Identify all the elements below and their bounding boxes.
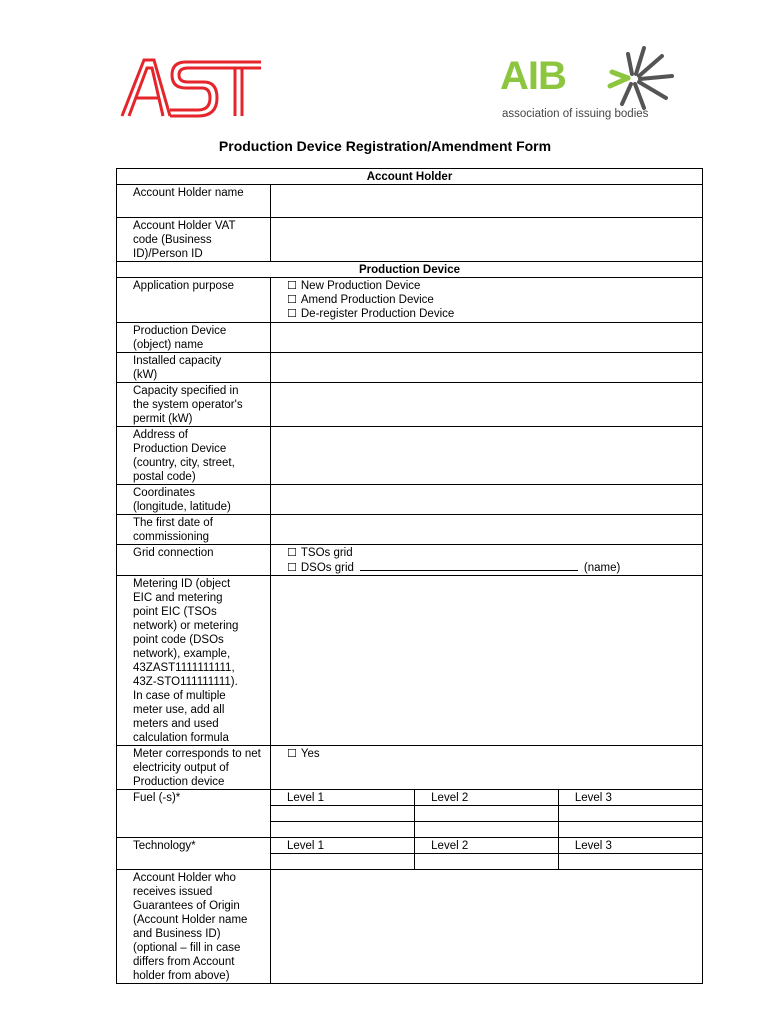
section-production-device: Production Device xyxy=(117,262,703,278)
input-device-name[interactable] xyxy=(271,323,703,353)
label-application-purpose: Application purpose xyxy=(117,278,271,323)
fuel-level-3-header: Level 3 xyxy=(558,790,702,806)
fuel-level-1-input[interactable] xyxy=(271,806,415,822)
aib-star-icon xyxy=(606,42,680,112)
label-commissioning-date: The first date of commissioning xyxy=(117,515,271,545)
fuel-level-3-input[interactable] xyxy=(558,806,702,822)
checkbox-icon: ☐ xyxy=(287,279,297,292)
technology-level-1-header: Level 1 xyxy=(271,838,415,854)
technology-level-2-input[interactable] xyxy=(415,854,559,870)
technology-level-3-input[interactable] xyxy=(558,854,702,870)
meter-output-options xyxy=(271,746,703,790)
input-metering-id[interactable] xyxy=(271,576,703,746)
label-fuel: Fuel (-s)* xyxy=(117,790,271,838)
fuel-level-2-input[interactable] xyxy=(415,806,559,822)
option-amend-device-label: Amend Production Device xyxy=(300,294,434,306)
input-capacity-permit[interactable] xyxy=(271,383,703,427)
fuel-level-1-header: Level 1 xyxy=(271,790,415,806)
form-title: Production Device Registration/Amendment Form xyxy=(218,138,552,154)
label-meter-output: Meter corresponds to net electricity output of Production device xyxy=(117,746,271,790)
fuel-levels-table xyxy=(271,790,702,837)
input-commissioning-date[interactable] xyxy=(271,515,703,545)
option-meter-yes-label: Yes xyxy=(300,748,320,760)
option-tso-grid-label: TSOs grid xyxy=(300,547,353,559)
label-account-holder-name: Account Holder name xyxy=(117,185,271,218)
input-receiver[interactable] xyxy=(271,870,703,984)
dso-name-input[interactable] xyxy=(360,560,578,571)
label-coordinates: Coordinates (longitude, latitude) xyxy=(117,485,271,515)
label-address: Address of Production Device (country, city, street, postal code) xyxy=(117,427,271,485)
option-new-device[interactable] xyxy=(287,279,702,293)
fuel-level-2-input[interactable] xyxy=(415,822,559,838)
input-vat-code[interactable] xyxy=(271,218,703,262)
application-purpose-options xyxy=(271,278,703,323)
label-capacity-permit: Capacity specified in the system operator's permit (kW) xyxy=(117,383,271,427)
option-tso-grid[interactable] xyxy=(287,546,702,560)
input-coordinates[interactable] xyxy=(271,485,703,515)
fuel-level-1-input[interactable] xyxy=(271,822,415,838)
dso-name-hint: (name) xyxy=(583,562,621,574)
option-meter-yes[interactable] xyxy=(287,747,702,761)
option-deregister-device[interactable] xyxy=(287,307,702,321)
technology-levels xyxy=(271,838,703,870)
label-device-name: Production Device (object) name xyxy=(117,323,271,353)
checkbox-icon: ☐ xyxy=(287,293,297,306)
checkbox-icon: ☐ xyxy=(287,546,297,559)
option-deregister-device-label: De-register Production Device xyxy=(300,308,455,320)
label-technology: Technology* xyxy=(117,838,271,870)
fuel-level-2-header: Level 2 xyxy=(415,790,559,806)
aib-logo-subtitle: association of issuing bodies xyxy=(502,108,649,120)
option-dso-grid-label: DSOs grid xyxy=(300,562,354,574)
aib-logo xyxy=(500,42,680,124)
input-installed-capacity[interactable] xyxy=(271,353,703,383)
technology-levels-table xyxy=(271,838,702,869)
fuel-levels xyxy=(271,790,703,838)
input-account-holder-name[interactable] xyxy=(271,185,703,218)
label-receiver: Account Holder who receives issued Guarantees of Origin (Account Holder name and Business ID) (optional – fill in case differs from Account holder from above) xyxy=(117,870,271,984)
label-vat-code: Account Holder VAT code (Business ID)/Person ID xyxy=(117,218,271,262)
grid-connection-options xyxy=(271,545,703,576)
technology-level-1-input[interactable] xyxy=(271,854,415,870)
technology-level-2-header: Level 2 xyxy=(415,838,559,854)
technology-level-3-header: Level 3 xyxy=(558,838,702,854)
fuel-level-3-input[interactable] xyxy=(558,822,702,838)
checkbox-icon: ☐ xyxy=(287,307,297,320)
checkbox-icon: ☐ xyxy=(287,747,297,760)
label-grid-connection: Grid connection xyxy=(117,545,271,576)
ast-logo xyxy=(118,58,263,118)
checkbox-icon: ☐ xyxy=(287,561,297,574)
aib-logo-text: AIB xyxy=(500,54,566,98)
input-address[interactable] xyxy=(271,427,703,485)
label-installed-capacity: Installed capacity (kW) xyxy=(117,353,271,383)
option-dso-grid[interactable] xyxy=(287,560,702,575)
registration-form-table xyxy=(116,168,703,984)
option-amend-device[interactable] xyxy=(287,293,702,307)
section-account-holder: Account Holder xyxy=(117,169,703,185)
label-metering-id: Metering ID (object EIC and metering point EIC (TSOs network) or metering point code (DSOs network), example, 43ZAST1111111111, 43Z-STO111111111). In case of multiple meter use, add all meters and used calculation formula xyxy=(117,576,271,746)
option-new-device-label: New Production Device xyxy=(300,280,421,292)
